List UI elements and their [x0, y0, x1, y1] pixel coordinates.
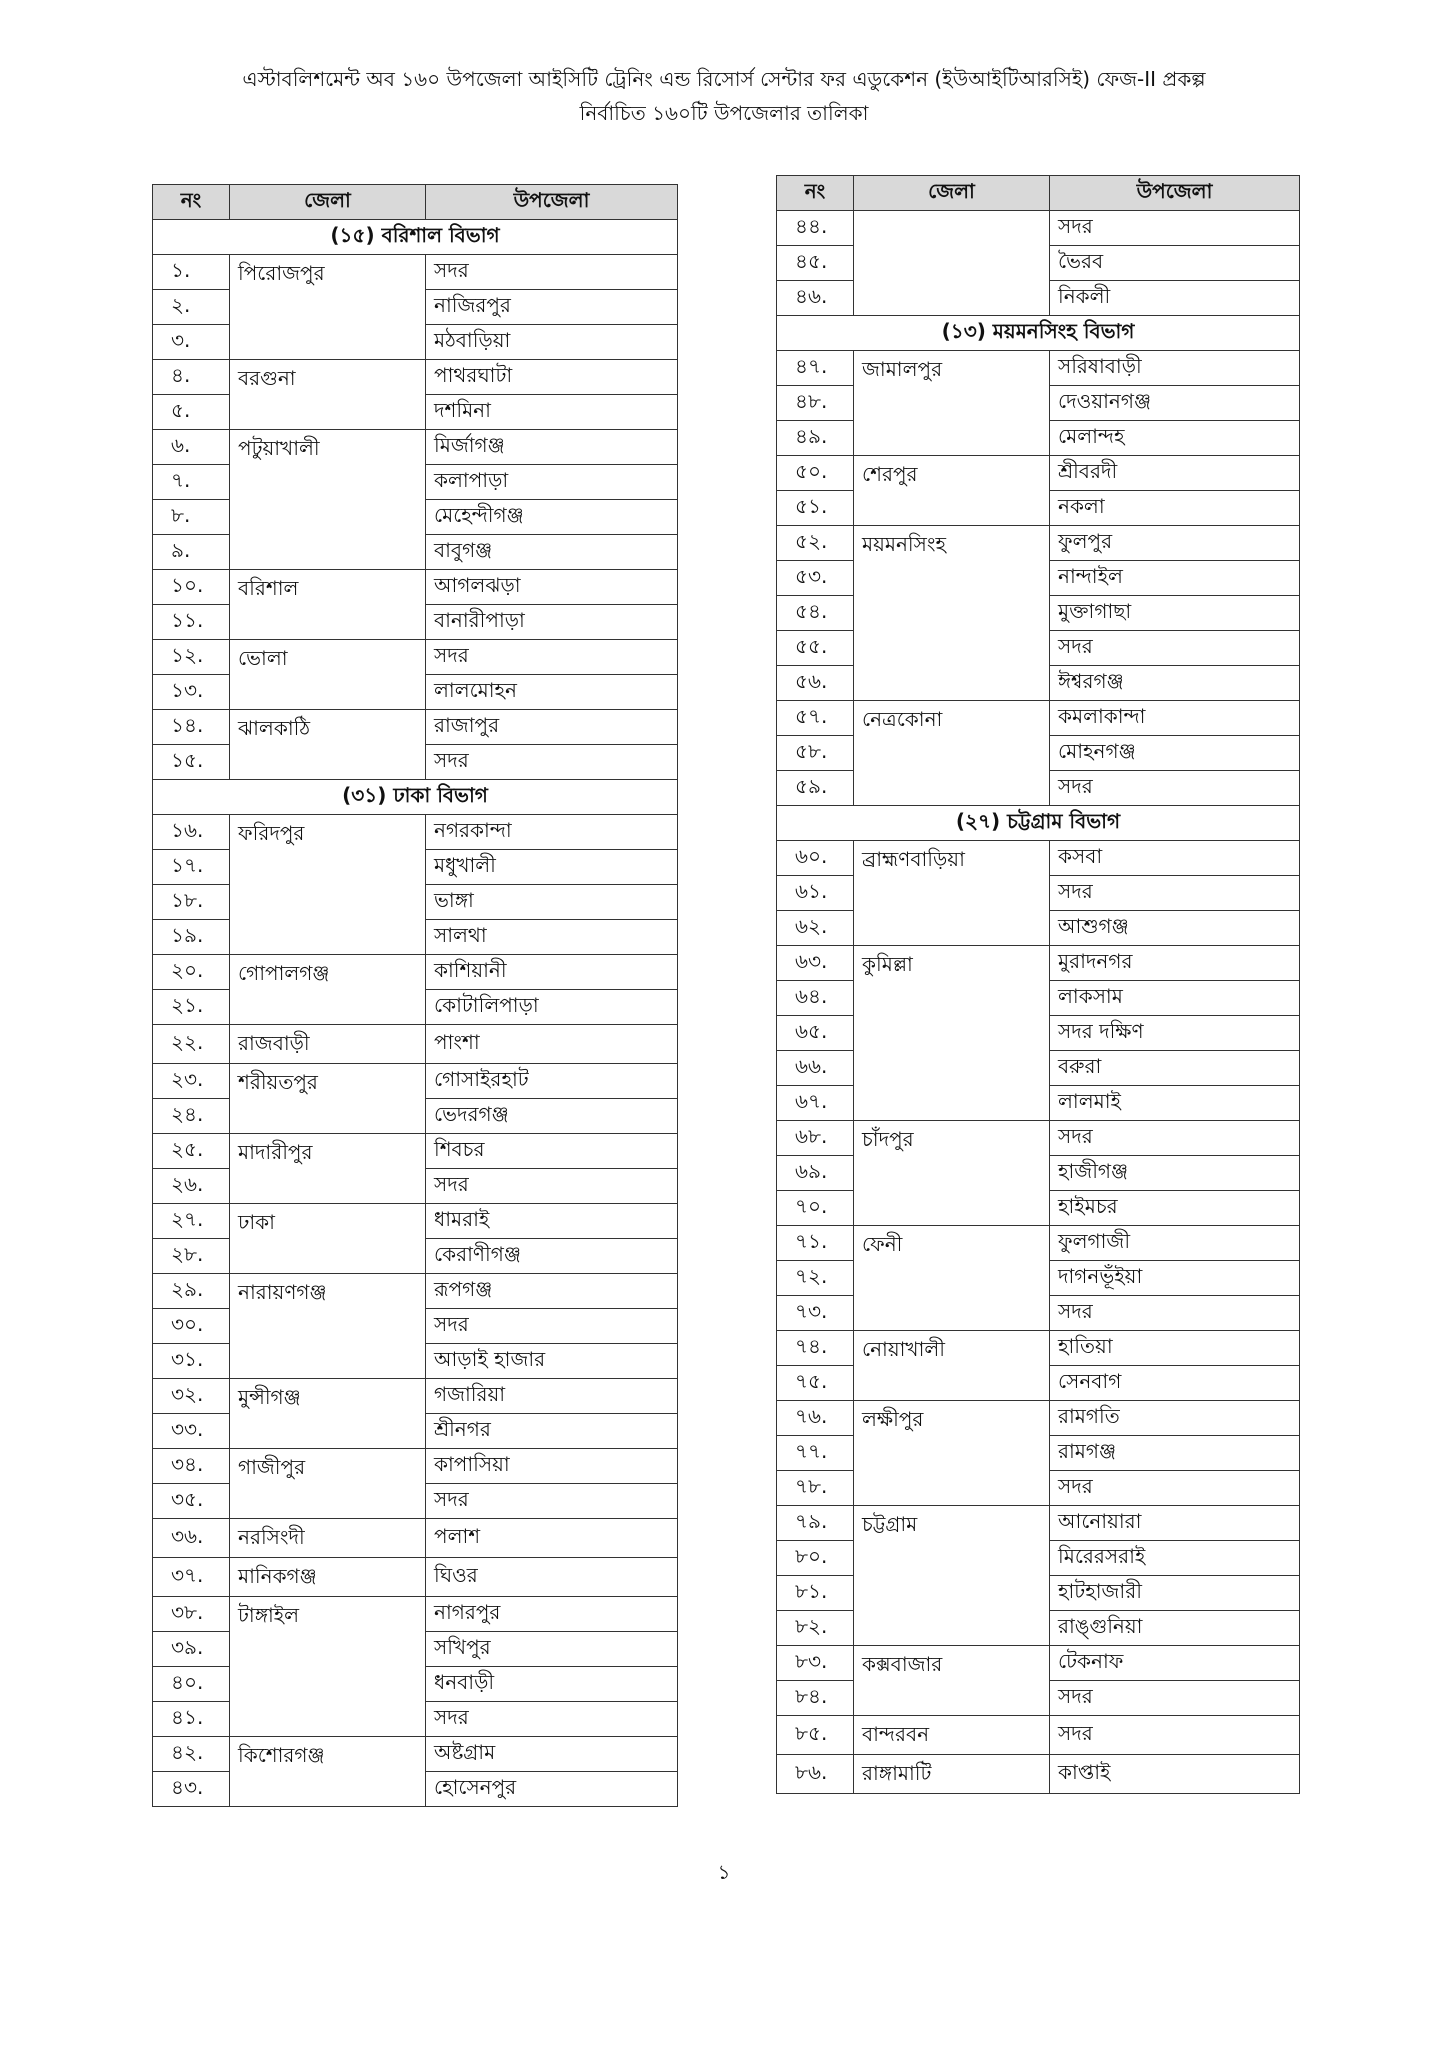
upazila-name: নগরকান্দা: [426, 815, 678, 850]
upazila-name: নিকলী: [1050, 281, 1300, 316]
table-row: [153, 1134, 678, 1169]
row-number: ৬.: [153, 430, 230, 465]
row-number: ৩৬.: [153, 1519, 230, 1558]
row-number: ১.: [153, 255, 230, 290]
district-name: মানিকগঞ্জ: [230, 1558, 426, 1597]
district-name: পিরোজপুর: [230, 255, 426, 360]
row-number: ৩৫.: [153, 1484, 230, 1519]
row-number: ৭৩.: [777, 1296, 854, 1331]
upazila-name: লালমোহন: [426, 675, 678, 710]
upazila-table-right: [776, 175, 1300, 1794]
upazila-name: ধনবাড়ী: [426, 1667, 678, 1702]
division-heading-row: [153, 220, 678, 255]
upazila-name: লাকসাম: [1050, 981, 1300, 1016]
upazila-name: হাইমচর: [1050, 1191, 1300, 1226]
upazila-name: হোসেনপুর: [426, 1772, 678, 1807]
row-number: ৮৩.: [777, 1646, 854, 1681]
upazila-name: রাঙ্গুনিয়া: [1050, 1611, 1300, 1646]
table-row: [777, 1401, 1300, 1436]
row-number: ৮৫.: [777, 1716, 854, 1755]
district-name: মুন্সীগঞ্জ: [230, 1379, 426, 1449]
upazila-name: সদর: [426, 1309, 678, 1344]
table-row: [153, 815, 678, 850]
division-heading: (১৩) ময়মনসিংহ বিভাগ: [777, 316, 1300, 351]
row-number: ৩১.: [153, 1344, 230, 1379]
upazila-name: সদর: [426, 1484, 678, 1519]
district-name: লক্ষীপুর: [854, 1401, 1050, 1506]
table-row: [777, 1121, 1300, 1156]
row-number: ৫৮.: [777, 736, 854, 771]
row-number: ৫৪.: [777, 596, 854, 631]
upazila-name: শ্রীবরদী: [1050, 456, 1300, 491]
table-row: [153, 1449, 678, 1484]
row-number: ৬২.: [777, 911, 854, 946]
upazila-name: বাবুগঞ্জ: [426, 535, 678, 570]
upazila-name: সদর: [1050, 1121, 1300, 1156]
upazila-name: সদর: [426, 640, 678, 675]
district-name: ঢাকা: [230, 1204, 426, 1274]
row-number: ৩০.: [153, 1309, 230, 1344]
table-row: [153, 640, 678, 675]
table-row: [153, 710, 678, 745]
table-row: [777, 841, 1300, 876]
upazila-name: সদর: [426, 1702, 678, 1737]
upazila-name: নাজিরপুর: [426, 290, 678, 325]
right-table-body: [777, 211, 1300, 1794]
upazila-name: আশুগঞ্জ: [1050, 911, 1300, 946]
district-name: গাজীপুর: [230, 1449, 426, 1519]
table-row: [777, 526, 1300, 561]
upazila-name: বরুরা: [1050, 1051, 1300, 1086]
upazila-name: পাংশা: [426, 1025, 678, 1064]
table-row: [777, 1331, 1300, 1366]
upazila-name: হাতিয়া: [1050, 1331, 1300, 1366]
row-number: ৮২.: [777, 1611, 854, 1646]
row-number: ১২.: [153, 640, 230, 675]
upazila-name: টেকনাফ: [1050, 1646, 1300, 1681]
row-number: ৮.: [153, 500, 230, 535]
title-line-2: নির্বাচিত ১৬০টি উপজেলার তালিকা: [579, 101, 869, 125]
upazila-name: ঈশ্বরগঞ্জ: [1050, 666, 1300, 701]
row-number: ১৩.: [153, 675, 230, 710]
district-name: চাঁদপুর: [854, 1121, 1050, 1226]
row-number: ৫০.: [777, 456, 854, 491]
upazila-name: দাগনভূঁইয়া: [1050, 1261, 1300, 1296]
row-number: ৪৯.: [777, 421, 854, 456]
upazila-name: সদর: [1050, 631, 1300, 666]
district-name: বান্দরবন: [854, 1716, 1050, 1755]
upazila-name: ভেদরগঞ্জ: [426, 1099, 678, 1134]
upazila-name: সদর: [1050, 1471, 1300, 1506]
table-row: [777, 946, 1300, 981]
table-row: [153, 1064, 678, 1099]
row-number: ৬৬.: [777, 1051, 854, 1086]
upazila-name: সদর: [1050, 876, 1300, 911]
upazila-name: হাজীগঞ্জ: [1050, 1156, 1300, 1191]
row-number: ২৯.: [153, 1274, 230, 1309]
upazila-name: ভাঙ্গা: [426, 885, 678, 920]
district-name: রাঙ্গামাটি: [854, 1755, 1050, 1794]
upazila-name: মোহনগঞ্জ: [1050, 736, 1300, 771]
division-heading-row: [777, 806, 1300, 841]
upazila-name: সেনবাগ: [1050, 1366, 1300, 1401]
upazila-name: সদর দক্ষিণ: [1050, 1016, 1300, 1051]
division-heading: (২৭) চট্টগ্রাম বিভাগ: [777, 806, 1300, 841]
header-upazila: উপজেলা: [426, 185, 678, 220]
upazila-name: সদর: [426, 745, 678, 780]
table-row: [153, 955, 678, 990]
district-name: ঝালকাঠি: [230, 710, 426, 780]
table-row: [153, 1519, 678, 1558]
row-number: ৪৭.: [777, 351, 854, 386]
district-name: শেরপুর: [854, 456, 1050, 526]
upazila-name: মঠবাড়িয়া: [426, 325, 678, 360]
table-row: [777, 1226, 1300, 1261]
upazila-name: কসবা: [1050, 841, 1300, 876]
row-number: ৬৫.: [777, 1016, 854, 1051]
row-number: ২৬.: [153, 1169, 230, 1204]
upazila-name: সদর: [1050, 1296, 1300, 1331]
title-line-1: এস্টাবলিশমেন্ট অব ১৬০ উপজেলা আইসিটি ট্রেনিং এন্ড রিসোর্স সেন্টার ফর এডুকেশন (ইউআইটিআরসিই) ফেজ-II প্রকল্প: [242, 67, 1206, 91]
upazila-name: শিবচর: [426, 1134, 678, 1169]
upazila-name: দেওয়ানগঞ্জ: [1050, 386, 1300, 421]
row-number: ৯.: [153, 535, 230, 570]
row-number: ৪০.: [153, 1667, 230, 1702]
row-number: ৭৬.: [777, 1401, 854, 1436]
row-number: ১৫.: [153, 745, 230, 780]
upazila-name: মুক্তাগাছা: [1050, 596, 1300, 631]
table-row: [777, 701, 1300, 736]
upazila-name: সদর: [1050, 211, 1300, 246]
district-name: নোয়াখালী: [854, 1331, 1050, 1401]
upazila-name: সদর: [1050, 1716, 1300, 1755]
upazila-name: রামগঞ্জ: [1050, 1436, 1300, 1471]
upazila-name: ভৈরব: [1050, 246, 1300, 281]
row-number: ৫৯.: [777, 771, 854, 806]
upazila-name: সরিষাবাড়ী: [1050, 351, 1300, 386]
upazila-name: মিরেরসরাই: [1050, 1541, 1300, 1576]
upazila-name: লালমাই: [1050, 1086, 1300, 1121]
upazila-name: কোটালিপাড়া: [426, 990, 678, 1025]
upazila-name: কমলাকান্দা: [1050, 701, 1300, 736]
district-name: ফরিদপুর: [230, 815, 426, 955]
header-district: জেলা: [854, 176, 1050, 211]
row-number: ৭৭.: [777, 1436, 854, 1471]
row-number: ৫৬.: [777, 666, 854, 701]
header-upazila: উপজেলা: [1050, 176, 1300, 211]
upazila-name: আড়াই হাজার: [426, 1344, 678, 1379]
upazila-name: কাপ্তাই: [1050, 1755, 1300, 1794]
table-header-row: [153, 185, 678, 220]
row-number: ৬৩.: [777, 946, 854, 981]
row-number: ৪৮.: [777, 386, 854, 421]
upazila-name: কেরাণীগঞ্জ: [426, 1239, 678, 1274]
row-number: ৪৫.: [777, 246, 854, 281]
row-number: ৩৪.: [153, 1449, 230, 1484]
row-number: ২৫.: [153, 1134, 230, 1169]
upazila-name: মেলান্দহ: [1050, 421, 1300, 456]
row-number: ২৮.: [153, 1239, 230, 1274]
row-number: ৩৯.: [153, 1632, 230, 1667]
upazila-name: নকলা: [1050, 491, 1300, 526]
row-number: ১১.: [153, 605, 230, 640]
upazila-name: ঘিওর: [426, 1558, 678, 1597]
upazila-name: সদর: [1050, 771, 1300, 806]
table-row: [777, 1716, 1300, 1755]
row-number: ৫.: [153, 395, 230, 430]
table-row: [777, 1646, 1300, 1681]
upazila-table-left: [152, 184, 678, 1807]
upazila-name: মেহেন্দীগঞ্জ: [426, 500, 678, 535]
table-row: [153, 360, 678, 395]
district-name: ময়মনসিংহ: [854, 526, 1050, 701]
row-number: ৭.: [153, 465, 230, 500]
row-number: ৪৪.: [777, 211, 854, 246]
row-number: ৭৪.: [777, 1331, 854, 1366]
upazila-name: কাপাসিয়া: [426, 1449, 678, 1484]
row-number: ১০.: [153, 570, 230, 605]
row-number: ৭১.: [777, 1226, 854, 1261]
row-number: ৬৯.: [777, 1156, 854, 1191]
upazila-name: ধামরাই: [426, 1204, 678, 1239]
division-heading-row: [777, 316, 1300, 351]
upazila-name: সদর: [1050, 1681, 1300, 1716]
row-number: ৭০.: [777, 1191, 854, 1226]
district-name: জামালপুর: [854, 351, 1050, 456]
page-number: ১: [717, 1860, 731, 1884]
row-number: ৫৭.: [777, 701, 854, 736]
upazila-name: অষ্টগ্রাম: [426, 1737, 678, 1772]
district-name: নারায়ণগঞ্জ: [230, 1274, 426, 1379]
table-row: [153, 1204, 678, 1239]
upazila-name: ফুলপুর: [1050, 526, 1300, 561]
district-name: গোপালগঞ্জ: [230, 955, 426, 1025]
upazila-name: বানারীপাড়া: [426, 605, 678, 640]
upazila-name: শ্রীনগর: [426, 1414, 678, 1449]
row-number: ২৪.: [153, 1099, 230, 1134]
table-row: [777, 351, 1300, 386]
district-name: চট্টগ্রাম: [854, 1506, 1050, 1646]
table-row: [153, 1597, 678, 1632]
upazila-name: নাগরপুর: [426, 1597, 678, 1632]
row-number: ৬১.: [777, 876, 854, 911]
row-number: ৪৬.: [777, 281, 854, 316]
upazila-name: সখিপুর: [426, 1632, 678, 1667]
district-name: কিশোরগঞ্জ: [230, 1737, 426, 1807]
upazila-name: সদর: [426, 1169, 678, 1204]
district-name: শরীয়তপুর: [230, 1064, 426, 1134]
upazila-name: সালথা: [426, 920, 678, 955]
row-number: ৮৬.: [777, 1755, 854, 1794]
upazila-name: মধুখালী: [426, 850, 678, 885]
table-row: [153, 430, 678, 465]
table-row: [153, 1274, 678, 1309]
row-number: ৫৩.: [777, 561, 854, 596]
header-num: নং: [777, 176, 854, 211]
division-heading: (১৫) বরিশাল বিভাগ: [153, 220, 678, 255]
header-num: নং: [153, 185, 230, 220]
row-number: ৭৮.: [777, 1471, 854, 1506]
row-number: ৪১.: [153, 1702, 230, 1737]
row-number: ৩২.: [153, 1379, 230, 1414]
row-number: ৩৮.: [153, 1597, 230, 1632]
upazila-name: গোসাইরহাট: [426, 1064, 678, 1099]
upazila-name: ফুলগাজী: [1050, 1226, 1300, 1261]
row-number: ১৪.: [153, 710, 230, 745]
upazila-name: নান্দাইল: [1050, 561, 1300, 596]
upazila-name: আগলঝড়া: [426, 570, 678, 605]
upazila-name: সদর: [426, 255, 678, 290]
table-row: [777, 1506, 1300, 1541]
district-name: ফেনী: [854, 1226, 1050, 1331]
row-number: ৬৭.: [777, 1086, 854, 1121]
row-number: ৪২.: [153, 1737, 230, 1772]
row-number: ১৯.: [153, 920, 230, 955]
table-header-row: [777, 176, 1300, 211]
district-name: মাদারীপুর: [230, 1134, 426, 1204]
row-number: ৪.: [153, 360, 230, 395]
row-number: ২১.: [153, 990, 230, 1025]
row-number: ৫৫.: [777, 631, 854, 666]
table-row: [153, 1558, 678, 1597]
row-number: ৮১.: [777, 1576, 854, 1611]
upazila-name: কাশিয়ানী: [426, 955, 678, 990]
district-name: ব্রাহ্মণবাড়িয়া: [854, 841, 1050, 946]
district-name: নেত্রকোনা: [854, 701, 1050, 806]
division-heading-row: [153, 780, 678, 815]
row-number: ৮৪.: [777, 1681, 854, 1716]
row-number: ২০.: [153, 955, 230, 990]
header-district: জেলা: [230, 185, 426, 220]
row-number: ৬০.: [777, 841, 854, 876]
district-name: বরগুনা: [230, 360, 426, 430]
row-number: ১৮.: [153, 885, 230, 920]
row-number: ৭৫.: [777, 1366, 854, 1401]
upazila-name: মুরাদনগর: [1050, 946, 1300, 981]
table-row: [777, 1755, 1300, 1794]
upazila-name: দশমিনা: [426, 395, 678, 430]
upazila-name: গজারিয়া: [426, 1379, 678, 1414]
district-name: নরসিংদী: [230, 1519, 426, 1558]
upazila-name: পাথরঘাটা: [426, 360, 678, 395]
left-table-body: [153, 220, 678, 1807]
row-number: ৫১.: [777, 491, 854, 526]
division-heading: (৩১) ঢাকা বিভাগ: [153, 780, 678, 815]
table-row: [153, 1737, 678, 1772]
row-number: ৩৭.: [153, 1558, 230, 1597]
row-number: ৬৮.: [777, 1121, 854, 1156]
district-name: রাজবাড়ী: [230, 1025, 426, 1064]
row-number: ১৭.: [153, 850, 230, 885]
table-row: [153, 255, 678, 290]
row-number: ১৬.: [153, 815, 230, 850]
table-row: [777, 456, 1300, 491]
table-row: [153, 1025, 678, 1064]
district-name: কুমিল্লা: [854, 946, 1050, 1121]
upazila-name: রাজাপুর: [426, 710, 678, 745]
row-number: ৭২.: [777, 1261, 854, 1296]
district-name: ভোলা: [230, 640, 426, 710]
upazila-name: মির্জাগঞ্জ: [426, 430, 678, 465]
row-number: ২২.: [153, 1025, 230, 1064]
row-number: ২৩.: [153, 1064, 230, 1099]
district-name: বরিশাল: [230, 570, 426, 640]
table-row: [153, 570, 678, 605]
upazila-name: হাটহাজারী: [1050, 1576, 1300, 1611]
district-name: [854, 211, 1050, 316]
row-number: ৮০.: [777, 1541, 854, 1576]
row-number: ৪৩.: [153, 1772, 230, 1807]
document-title: [0, 62, 1448, 130]
upazila-name: পলাশ: [426, 1519, 678, 1558]
row-number: ২.: [153, 290, 230, 325]
upazila-name: রূপগঞ্জ: [426, 1274, 678, 1309]
upazila-name: কলাপাড়া: [426, 465, 678, 500]
upazila-name: আনোয়ারা: [1050, 1506, 1300, 1541]
row-number: ৬৪.: [777, 981, 854, 1016]
table-row: [777, 211, 1300, 246]
upazila-name: রামগতি: [1050, 1401, 1300, 1436]
district-name: টাঙ্গাইল: [230, 1597, 426, 1737]
row-number: ২৭.: [153, 1204, 230, 1239]
row-number: ৫২.: [777, 526, 854, 561]
district-name: কক্সবাজার: [854, 1646, 1050, 1716]
row-number: ৩.: [153, 325, 230, 360]
district-name: পটুয়াখালী: [230, 430, 426, 570]
row-number: ৩৩.: [153, 1414, 230, 1449]
row-number: ৭৯.: [777, 1506, 854, 1541]
table-row: [153, 1379, 678, 1414]
